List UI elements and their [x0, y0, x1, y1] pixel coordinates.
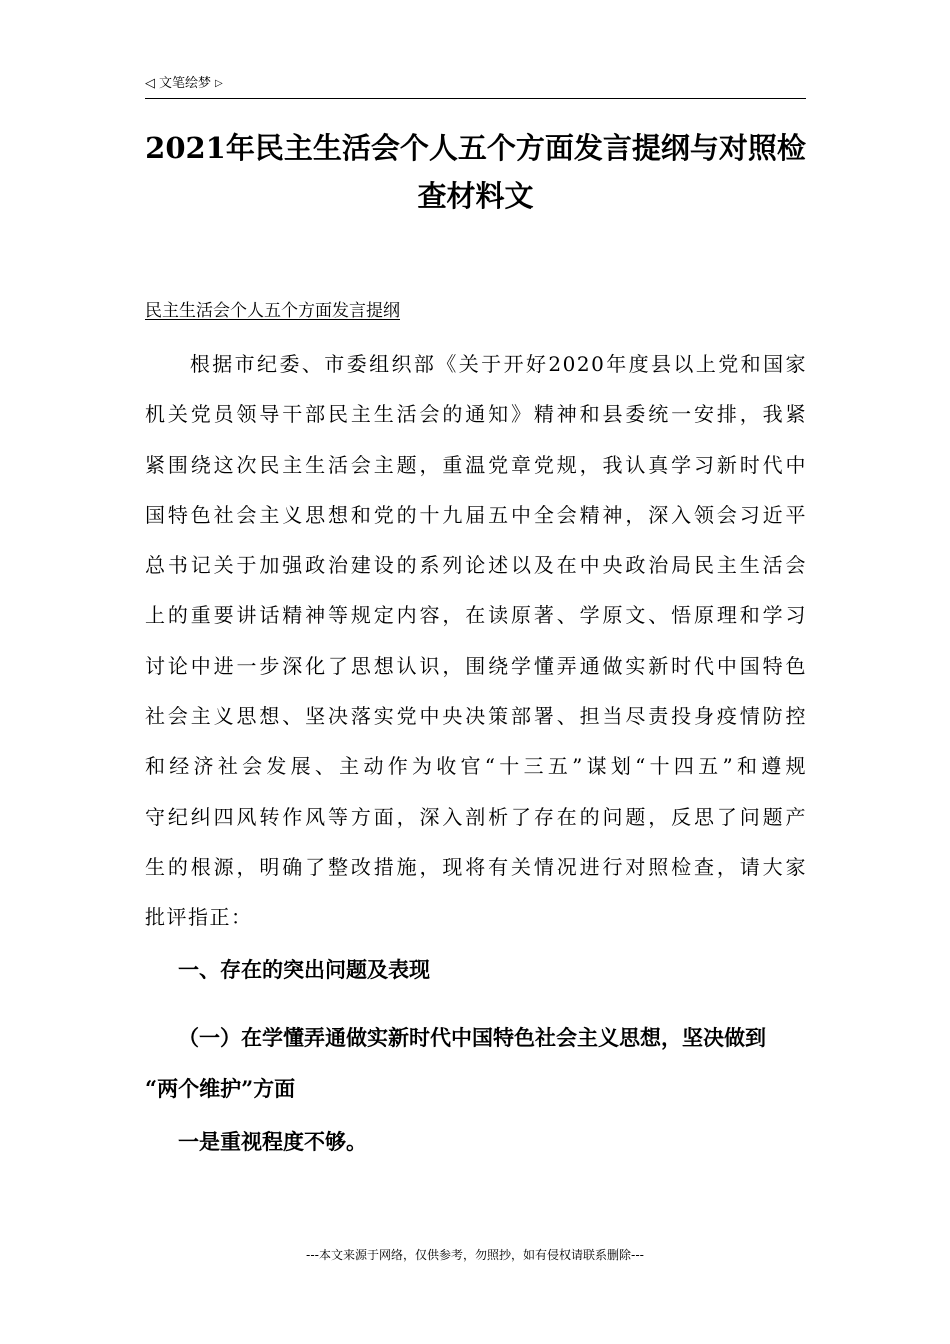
title-line-1: 2021年民主生活会个人五个方面发言提纲与对照检 — [145, 131, 806, 165]
body-line: 根据市纪委、市委组织部《关于开好2020年度县以上党和国家 — [145, 352, 807, 376]
heading2-line-2: “两个维护”方面 — [145, 1076, 296, 1101]
heading-level-3: 一是重视程度不够。 — [178, 1129, 367, 1154]
body-paragraph — [145, 339, 807, 943]
triangle-left-icon: ◁ — [145, 76, 155, 91]
body-line: 讨论中进一步深化了思想认识，围绕学懂弄通做实新时代中国特色 — [145, 653, 807, 678]
brand-name: 文笔绘梦 — [159, 76, 212, 91]
body-line: 上的重要讲话精神等规定内容，在读原著、学原文、悟原理和学习 — [145, 603, 807, 628]
title-line-2: 查材料文 — [417, 179, 534, 213]
page-header — [145, 74, 806, 99]
body-line: 总书记关于加强政治建设的系列论述以及在中央政治局民主生活会 — [145, 553, 807, 578]
page-footer: ---本文来源于网络，仅供参考，勿照抄，如有侵权请联系删除--- — [306, 1248, 644, 1262]
body-line: 和经济社会发展、主动作为收官“十三五”谋划“十四五”和遵规 — [145, 754, 807, 779]
body-line: 生的根源，明确了整改措施，现将有关情况进行对照检查，请大家 — [145, 854, 807, 879]
document-title — [145, 124, 806, 220]
body-line: 守纪纠四风转作风等方面，深入剖析了存在的问题，反思了问题产 — [145, 804, 807, 829]
heading-level-1: 一、存在的突出问题及表现 — [178, 957, 430, 982]
body-line: 社会主义思想、坚决落实党中央决策部署、担当尽责投身疫情防控 — [145, 704, 807, 729]
heading-level-2 — [145, 1012, 806, 1114]
body-line: 机关党员领导干部民主生活会的通知》精神和县委统一安排，我紧 — [145, 402, 807, 427]
body-line: 国特色社会主义思想和党的十九届五中全会精神，深入领会习近平 — [145, 502, 807, 527]
section-title-link[interactable]: 民主生活会个人五个方面发言提纲 — [145, 301, 400, 321]
body-line: 紧围绕这次民主生活会主题，重温党章党规，我认真学习新时代中 — [145, 452, 807, 477]
heading2-line-1: （一）在学懂弄通做实新时代中国特色社会主义思想，坚决做到 — [178, 1025, 766, 1050]
triangle-right-icon: ▷ — [215, 78, 223, 89]
body-line: 批评指正： — [145, 905, 253, 930]
